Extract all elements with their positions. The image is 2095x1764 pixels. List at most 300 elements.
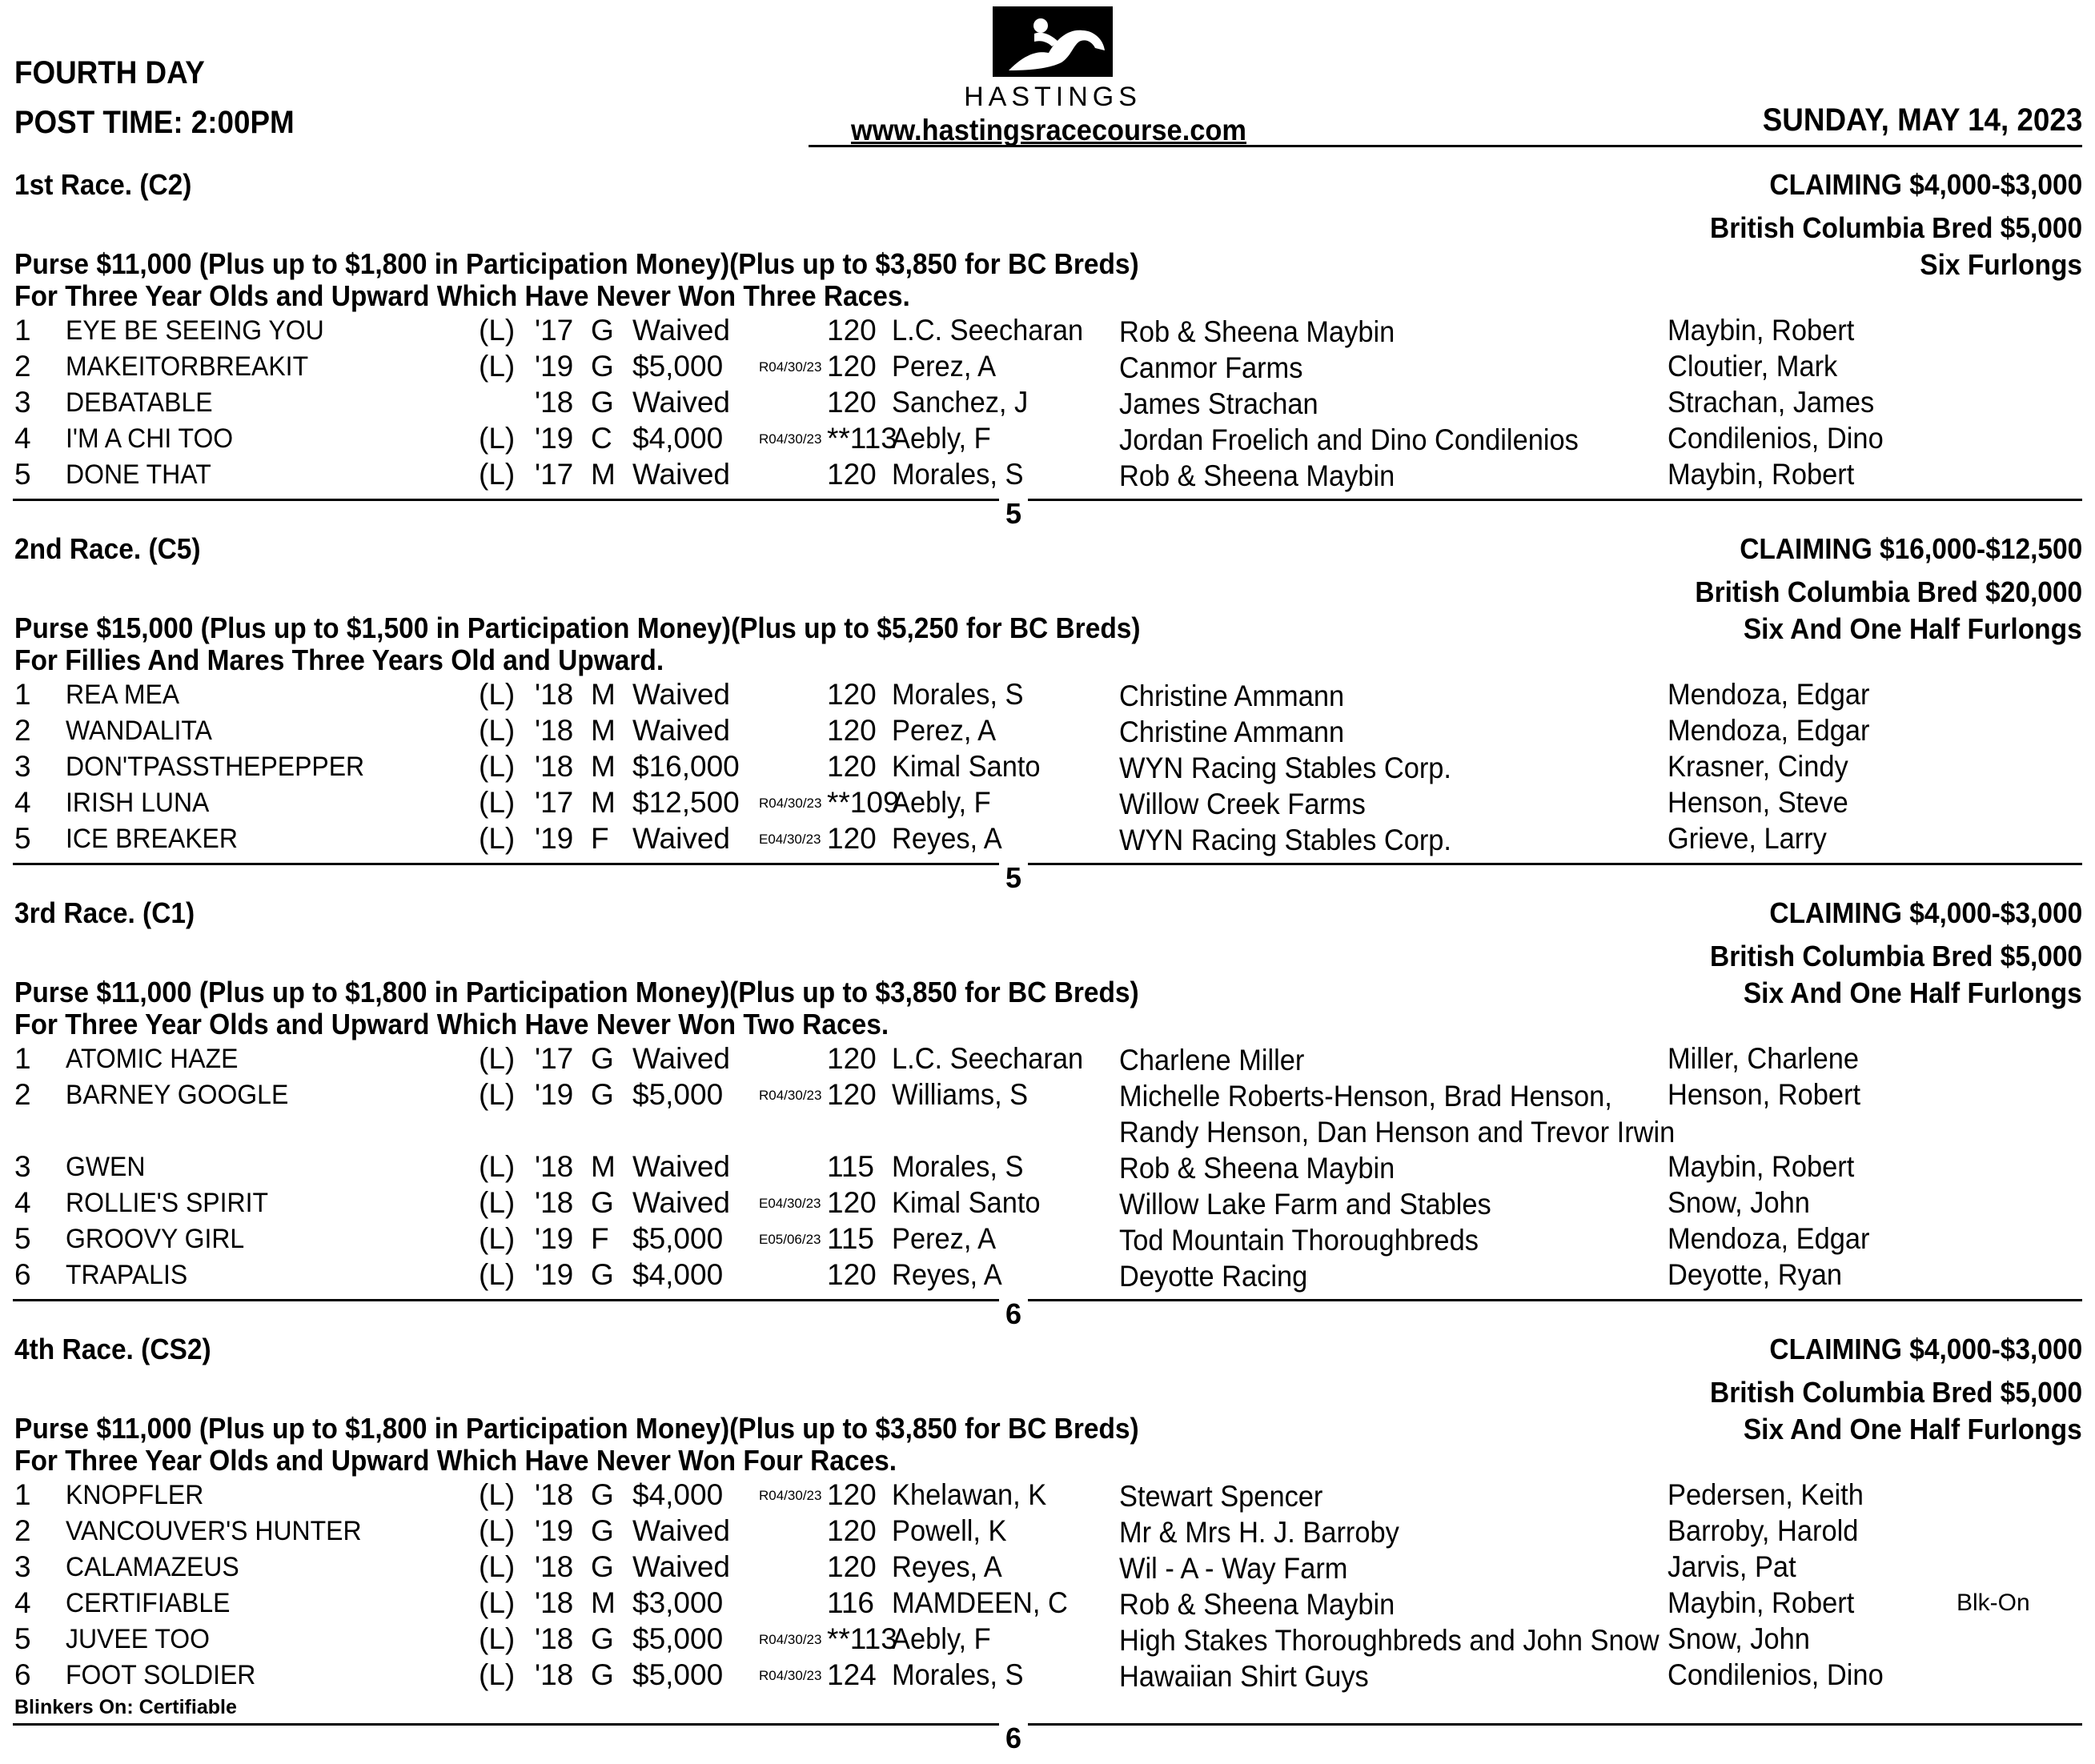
entry-name: MAKEITORBREAKIT <box>66 351 309 382</box>
entry-sex: G <box>591 1658 614 1691</box>
race-type: CLAIMING $16,000-$12,500 <box>1739 532 2082 565</box>
entry-claim: Waived <box>632 458 731 491</box>
race-section <box>0 532 2095 900</box>
entry-lasix: (L) <box>479 458 516 491</box>
entry-trainer: Maybin, Robert <box>1668 458 1855 491</box>
field-size: 5 <box>999 861 1028 895</box>
entry-trainer: Snow, John <box>1668 1186 1810 1219</box>
entry-num: 2 <box>14 1078 31 1111</box>
entry-year: '18 <box>535 678 574 711</box>
entry-weight: **109 <box>827 786 900 819</box>
entry-year: '18 <box>535 1550 574 1583</box>
bc-bred-price: British Columbia Bred $5,000 <box>1709 1376 2082 1409</box>
entry-date: R04/30/23 <box>759 796 822 811</box>
entry-owner: Rob & Sheena Maybin <box>1119 315 1395 348</box>
entry-jockey: Perez, A <box>892 1222 997 1255</box>
race-title: 1st Race. (C2) <box>14 168 192 201</box>
entry-sex: F <box>591 822 609 855</box>
entry-jockey: L.C. Seecharan <box>892 314 1084 347</box>
race-conditions: For Three Year Olds and Upward Which Have Never Won Four Races. <box>14 1444 897 1477</box>
entry-owner: Stewart Spencer <box>1119 1480 1323 1513</box>
entry-owner: Canmor Farms <box>1119 351 1303 384</box>
entry-owner: Hawaiian Shirt Guys <box>1119 1660 1369 1693</box>
entry-owner: WYN Racing Stables Corp. <box>1119 824 1451 856</box>
entry-jockey: Kimal Santo <box>892 750 1041 783</box>
entry-trainer: Cloutier, Mark <box>1668 350 1838 383</box>
entry-weight: 120 <box>827 350 877 383</box>
entry-jockey: Reyes, A <box>892 1550 1002 1583</box>
race-purse: Purse $11,000 (Plus up to $1,800 in Participation Money)(Plus up to $3,850 for BC Breds) <box>14 976 1139 1008</box>
entry-trainer: Mendoza, Edgar <box>1668 714 1870 747</box>
race-section <box>0 896 2095 1330</box>
entry-row <box>0 750 2095 786</box>
entry-row <box>0 678 2095 714</box>
entry-jockey: Morales, S <box>892 1658 1024 1691</box>
entry-sex: M <box>591 750 616 783</box>
race-type: CLAIMING $4,000-$3,000 <box>1769 168 2082 201</box>
entry-lasix: (L) <box>479 1042 516 1075</box>
track-url[interactable]: www.hastingsracecourse.com <box>850 114 1247 146</box>
race-divider <box>13 863 2082 865</box>
entry-weight: 120 <box>827 1550 877 1583</box>
entry-jockey: MAMDEEN, C <box>892 1586 1068 1619</box>
entry-owner: Willow Creek Farms <box>1119 788 1366 820</box>
entry-name: DON'TPASSTHEPEPPER <box>66 752 365 782</box>
entry-weight: 115 <box>827 1222 874 1255</box>
field-size: 5 <box>999 497 1028 531</box>
entry-jockey: Morales, S <box>892 458 1024 491</box>
entry-claim: Waived <box>632 1150 731 1183</box>
entry-owner: Jordan Froelich and Dino Condilenios <box>1119 423 1579 456</box>
entry-trainer: Condilenios, Dino <box>1668 422 1884 455</box>
entry-weight: 120 <box>827 1042 877 1075</box>
entry-lasix: (L) <box>479 1078 516 1111</box>
entry-weight: **113 <box>827 422 897 455</box>
entry-trainer: Mendoza, Edgar <box>1668 1222 1870 1255</box>
entry-jockey: Khelawan, K <box>892 1478 1047 1511</box>
entry-weight: 120 <box>827 314 877 347</box>
entry-year: '18 <box>535 1586 574 1619</box>
entry-row <box>0 422 2095 458</box>
entry-date: R04/30/23 <box>759 1632 822 1647</box>
entry-lasix: (L) <box>479 678 516 711</box>
entry-lasix: (L) <box>479 1550 516 1583</box>
entry-lasix: (L) <box>479 1150 516 1183</box>
entry-trainer: Maybin, Robert <box>1668 1586 1855 1619</box>
race-date: SUNDAY, MAY 14, 2023 <box>1762 102 2082 138</box>
entry-sex: G <box>591 386 614 419</box>
entry-owner: Mr & Mrs H. J. Barroby <box>1119 1516 1399 1549</box>
entry-year: '18 <box>535 1658 574 1691</box>
race-purse-block <box>14 1413 1139 1477</box>
race-title: 4th Race. (CS2) <box>14 1333 211 1365</box>
entry-claim: $4,000 <box>632 1258 724 1291</box>
entry-trainer: Krasner, Cindy <box>1668 750 1848 783</box>
bc-bred-price: British Columbia Bred $5,000 <box>1709 940 2082 972</box>
entry-name: GWEN <box>66 1152 146 1182</box>
entry-trainer: Snow, John <box>1668 1622 1810 1655</box>
race-conditions: For Fillies And Mares Three Years Old and Upward. <box>14 643 664 676</box>
race-note: Blinkers On: Certifiable <box>14 1696 237 1718</box>
entry-row <box>0 1078 2095 1150</box>
entry-weight: 120 <box>827 1186 877 1219</box>
entry-trainer: Mendoza, Edgar <box>1668 678 1870 711</box>
entry-weight: 124 <box>827 1658 877 1691</box>
race-type: CLAIMING $4,000-$3,000 <box>1769 896 2082 929</box>
entry-owner: Rob & Sheena Maybin <box>1119 1152 1395 1185</box>
entry-year: '19 <box>535 822 574 855</box>
entry-row <box>0 714 2095 750</box>
entry-name: ROLLIE'S SPIRIT <box>66 1188 268 1218</box>
race-distance: Six And One Half Furlongs <box>1744 976 2082 1009</box>
entry-row <box>0 1550 2095 1586</box>
race-purse-block <box>14 248 1139 312</box>
entry-claim: Waived <box>632 714 731 747</box>
entry-lasix: (L) <box>479 1258 516 1291</box>
entry-name: ICE BREAKER <box>66 824 238 854</box>
entry-claim: $5,000 <box>632 350 724 383</box>
entry-claim: Waived <box>632 1514 731 1547</box>
entry-num: 2 <box>14 1514 31 1547</box>
entry-jockey: Powell, K <box>892 1514 1007 1547</box>
entry-sex: G <box>591 1078 614 1111</box>
entry-claim: $5,000 <box>632 1222 724 1255</box>
entry-num: 2 <box>14 350 31 383</box>
entry-row <box>0 1514 2095 1550</box>
field-size: 6 <box>999 1722 1028 1755</box>
entry-claim: Waived <box>632 1550 731 1583</box>
entry-year: '18 <box>535 1478 574 1511</box>
entry-num: 4 <box>14 786 31 819</box>
track-name: HASTINGS <box>964 82 1142 112</box>
entry-date: R04/30/23 <box>759 1088 822 1103</box>
entry-lasix: (L) <box>479 1514 516 1547</box>
field-size: 6 <box>999 1297 1028 1331</box>
entry-name: TRAPALIS <box>66 1260 188 1290</box>
entry-num: 5 <box>14 822 31 855</box>
entry-name: DONE THAT <box>66 459 211 490</box>
entry-date: R04/30/23 <box>759 1668 822 1683</box>
entry-year: '19 <box>535 1078 574 1111</box>
entry-sex: G <box>591 1478 614 1511</box>
entry-trainer: Miller, Charlene <box>1668 1042 1860 1075</box>
entry-sex: M <box>591 714 616 747</box>
entry-num: 3 <box>14 1550 31 1583</box>
race-section <box>0 1333 2095 1754</box>
entry-num: 2 <box>14 714 31 747</box>
entry-weight: 120 <box>827 1078 877 1111</box>
entry-name: FOOT SOLDIER <box>66 1660 256 1690</box>
race-section <box>0 168 2095 536</box>
entry-num: 1 <box>14 1478 31 1511</box>
entry-weight: **113 <box>827 1622 897 1655</box>
entry-trainer: Grieve, Larry <box>1668 822 1827 855</box>
entry-row <box>0 1186 2095 1222</box>
entry-row <box>0 1586 2095 1622</box>
entry-claim: Waived <box>632 386 731 419</box>
entry-name: I'M A CHI TOO <box>66 423 234 454</box>
entry-num: 5 <box>14 1222 31 1255</box>
entry-name: ATOMIC HAZE <box>66 1044 239 1074</box>
entry-lasix: (L) <box>479 314 516 347</box>
entry-owner: Rob & Sheena Maybin <box>1119 1588 1395 1621</box>
entry-year: '18 <box>535 1622 574 1655</box>
race-divider <box>13 1299 2082 1301</box>
entry-sex: G <box>591 1550 614 1583</box>
entry-num: 3 <box>14 750 31 783</box>
post-time: POST TIME: 2:00PM <box>14 105 295 140</box>
entry-year: '19 <box>535 1514 574 1547</box>
entry-row <box>0 1150 2095 1186</box>
entry-jockey: Aebly, F <box>892 1622 991 1655</box>
entry-num: 1 <box>14 314 31 347</box>
entry-sex: G <box>591 314 614 347</box>
entry-table <box>0 314 2095 494</box>
entry-claim: $16,000 <box>632 750 740 783</box>
entry-weight: 120 <box>827 750 877 783</box>
entry-name: REA MEA <box>66 680 180 710</box>
race-conditions: For Three Year Olds and Upward Which Have Never Won Two Races. <box>14 1008 889 1040</box>
entry-owner-line: Randy Henson, Dan Henson and Trevor Irwin <box>1119 1116 1676 1149</box>
entry-name: BARNEY GOOGLE <box>66 1080 289 1110</box>
entry-sex: G <box>591 350 614 383</box>
entry-num: 4 <box>14 422 31 455</box>
race-type: CLAIMING $4,000-$3,000 <box>1769 1333 2082 1365</box>
entry-sex: C <box>591 422 612 455</box>
entry-row <box>0 786 2095 822</box>
entry-jockey: Reyes, A <box>892 822 1002 855</box>
entry-table <box>0 1042 2095 1294</box>
race-conditions: For Three Year Olds and Upward Which Have Never Won Three Races. <box>14 279 910 312</box>
entry-date: R04/30/23 <box>759 359 822 375</box>
entry-claim: $3,000 <box>632 1586 724 1619</box>
entry-trainer: Pedersen, Keith <box>1668 1478 1864 1511</box>
entry-claim: $4,000 <box>632 1478 724 1511</box>
entry-owner: High Stakes Thoroughbreds and John Snow <box>1119 1624 1660 1657</box>
entry-date: E04/30/23 <box>759 832 821 847</box>
entry-equip: Blk-On <box>1957 1590 2030 1616</box>
entry-trainer: Henson, Robert <box>1668 1078 1861 1111</box>
entry-table <box>0 678 2095 858</box>
race-day: FOURTH DAY <box>14 55 205 90</box>
entry-lasix: (L) <box>479 1186 516 1219</box>
entry-name: DEBATABLE <box>66 387 213 418</box>
entry-sex: G <box>591 1514 614 1547</box>
entry-sex: G <box>591 1622 614 1655</box>
header-left <box>14 48 295 147</box>
race-purse-block <box>14 612 1141 676</box>
entry-year: '17 <box>535 786 574 819</box>
entry-name: VANCOUVER'S HUNTER <box>66 1516 362 1546</box>
entry-jockey: Kimal Santo <box>892 1186 1041 1219</box>
entry-num: 5 <box>14 1622 31 1655</box>
entry-year: '18 <box>535 750 574 783</box>
entry-num: 4 <box>14 1586 31 1619</box>
entry-weight: 120 <box>827 1258 877 1291</box>
entry-owner-line: Michelle Roberts-Henson, Brad Henson, <box>1119 1080 1612 1113</box>
entry-year: '19 <box>535 1222 574 1255</box>
entry-lasix: (L) <box>479 786 516 819</box>
entry-sex: M <box>591 678 616 711</box>
entry-lasix: (L) <box>479 422 516 455</box>
entry-name: EYE BE SEEING YOU <box>66 315 324 346</box>
entry-lasix: (L) <box>479 714 516 747</box>
entry-sex: M <box>591 458 616 491</box>
entry-num: 1 <box>14 1042 31 1075</box>
entry-table <box>0 1478 2095 1694</box>
entry-owner: Rob & Sheena Maybin <box>1119 459 1395 492</box>
entry-name: CERTIFIABLE <box>66 1588 231 1618</box>
race-purse: Purse $15,000 (Plus up to $1,500 in Participation Money)(Plus up to $5,250 for BC Breds) <box>14 611 1141 644</box>
entry-trainer: Barroby, Harold <box>1668 1514 1859 1547</box>
entry-claim: $4,000 <box>632 422 724 455</box>
entry-jockey: L.C. Seecharan <box>892 1042 1084 1075</box>
entry-lasix: (L) <box>479 822 516 855</box>
entry-owner: Tod Mountain Thoroughbreds <box>1119 1224 1479 1257</box>
entry-lasix: (L) <box>479 1222 516 1255</box>
entry-jockey: Sanchez, J <box>892 386 1029 419</box>
entry-claim: Waived <box>632 1042 731 1075</box>
race-distance: Six And One Half Furlongs <box>1744 1413 2082 1445</box>
entry-year: '19 <box>535 422 574 455</box>
entry-row <box>0 1658 2095 1694</box>
entry-weight: 116 <box>827 1586 874 1619</box>
entry-owner: Christine Ammann <box>1119 680 1345 712</box>
entry-owner: Wil - A - Way Farm <box>1119 1552 1348 1585</box>
entry-weight: 120 <box>827 822 877 855</box>
race-divider <box>13 499 2082 501</box>
entry-weight: 120 <box>827 386 877 419</box>
entry-trainer: Deyotte, Ryan <box>1668 1258 1843 1291</box>
race-purse: Purse $11,000 (Plus up to $1,800 in Participation Money)(Plus up to $3,850 for BC Breds) <box>14 1412 1139 1445</box>
entry-year: '19 <box>535 1258 574 1291</box>
entry-year: '18 <box>535 1186 574 1219</box>
entry-weight: 120 <box>827 678 877 711</box>
entry-jockey: Aebly, F <box>892 786 991 819</box>
race-distance: Six And One Half Furlongs <box>1744 612 2082 645</box>
entry-trainer: Condilenios, Dino <box>1668 1658 1884 1691</box>
horse-and-jockey-logo-icon <box>993 6 1113 77</box>
entry-sex: G <box>591 1258 614 1291</box>
entry-row <box>0 1622 2095 1658</box>
entry-name: WANDALITA <box>66 716 212 746</box>
entry-name: JUVEE TOO <box>66 1624 210 1654</box>
race-distance: Six Furlongs <box>1920 248 2082 281</box>
entry-weight: 120 <box>827 714 877 747</box>
entry-owner <box>1119 1078 1675 1150</box>
entry-row <box>0 1222 2095 1258</box>
entry-date: R04/30/23 <box>759 431 822 447</box>
entry-date: R04/30/23 <box>759 1488 822 1503</box>
bc-bred-price: British Columbia Bred $5,000 <box>1709 211 2082 244</box>
entry-lasix: (L) <box>479 1622 516 1655</box>
race-title: 3rd Race. (C1) <box>14 896 195 929</box>
entry-sex: G <box>591 1186 614 1219</box>
entry-claim: Waived <box>632 314 731 347</box>
entry-year: '18 <box>535 386 574 419</box>
entry-date: E05/06/23 <box>759 1232 821 1247</box>
entry-weight: 120 <box>827 1478 877 1511</box>
entry-trainer: Strachan, James <box>1668 386 1875 419</box>
entry-claim: $5,000 <box>632 1658 724 1691</box>
entry-year: '17 <box>535 1042 574 1075</box>
entry-claim: Waived <box>632 678 731 711</box>
entry-name: IRISH LUNA <box>66 788 210 818</box>
entry-sex: F <box>591 1222 609 1255</box>
entry-num: 5 <box>14 458 31 491</box>
entry-row <box>0 1042 2095 1078</box>
entry-weight: 120 <box>827 1514 877 1547</box>
header-divider <box>809 145 2082 147</box>
entry-sex: M <box>591 786 616 819</box>
entry-trainer: Henson, Steve <box>1668 786 1848 819</box>
entry-num: 6 <box>14 1258 31 1291</box>
entry-claim: $5,000 <box>632 1622 724 1655</box>
entry-lasix: (L) <box>479 350 516 383</box>
entry-owner: Christine Ammann <box>1119 716 1345 748</box>
entry-year: '17 <box>535 458 574 491</box>
entry-year: '18 <box>535 714 574 747</box>
entry-sex: G <box>591 1042 614 1075</box>
entry-sex: M <box>591 1586 616 1619</box>
entry-weight: 115 <box>827 1150 874 1183</box>
race-purse-block <box>14 976 1139 1040</box>
entry-num: 4 <box>14 1186 31 1219</box>
entry-trainer: Maybin, Robert <box>1668 1150 1855 1183</box>
entry-name: GROOVY GIRL <box>66 1224 245 1254</box>
entry-lasix: (L) <box>479 1478 516 1511</box>
entry-year: '19 <box>535 350 574 383</box>
entry-row <box>0 314 2095 350</box>
entry-lasix: (L) <box>479 1586 516 1619</box>
entry-owner: Charlene Miller <box>1119 1044 1305 1076</box>
entry-jockey: Morales, S <box>892 1150 1024 1183</box>
entry-name: CALAMAZEUS <box>66 1552 239 1582</box>
entry-num: 3 <box>14 386 31 419</box>
entry-claim: Waived <box>632 1186 731 1219</box>
entry-row <box>0 386 2095 422</box>
entry-name: KNOPFLER <box>66 1480 204 1510</box>
entry-year: '18 <box>535 1150 574 1183</box>
entry-date: E04/30/23 <box>759 1196 821 1211</box>
entry-jockey: Perez, A <box>892 350 997 383</box>
entry-claim: Waived <box>632 822 731 855</box>
entry-trainer: Maybin, Robert <box>1668 314 1855 347</box>
entry-claim: $5,000 <box>632 1078 724 1111</box>
entry-jockey: Reyes, A <box>892 1258 1002 1291</box>
entry-lasix: (L) <box>479 750 516 783</box>
entry-row <box>0 350 2095 386</box>
entry-row <box>0 458 2095 494</box>
entry-lasix: (L) <box>479 1658 516 1691</box>
entry-claim: $12,500 <box>632 786 740 819</box>
entry-num: 3 <box>14 1150 31 1183</box>
entry-owner: WYN Racing Stables Corp. <box>1119 752 1451 784</box>
entry-row <box>0 1258 2095 1294</box>
entry-num: 1 <box>14 678 31 711</box>
entry-owner: Deyotte Racing <box>1119 1260 1308 1293</box>
bc-bred-price: British Columbia Bred $20,000 <box>1695 575 2082 608</box>
entry-jockey: Williams, S <box>892 1078 1029 1111</box>
entry-jockey: Perez, A <box>892 714 997 747</box>
entry-num: 6 <box>14 1658 31 1691</box>
entry-sex: M <box>591 1150 616 1183</box>
entry-year: '17 <box>535 314 574 347</box>
entry-owner: Willow Lake Farm and Stables <box>1119 1188 1491 1221</box>
entry-row <box>0 822 2095 858</box>
entry-weight: 120 <box>827 458 877 491</box>
race-divider <box>13 1723 2082 1726</box>
